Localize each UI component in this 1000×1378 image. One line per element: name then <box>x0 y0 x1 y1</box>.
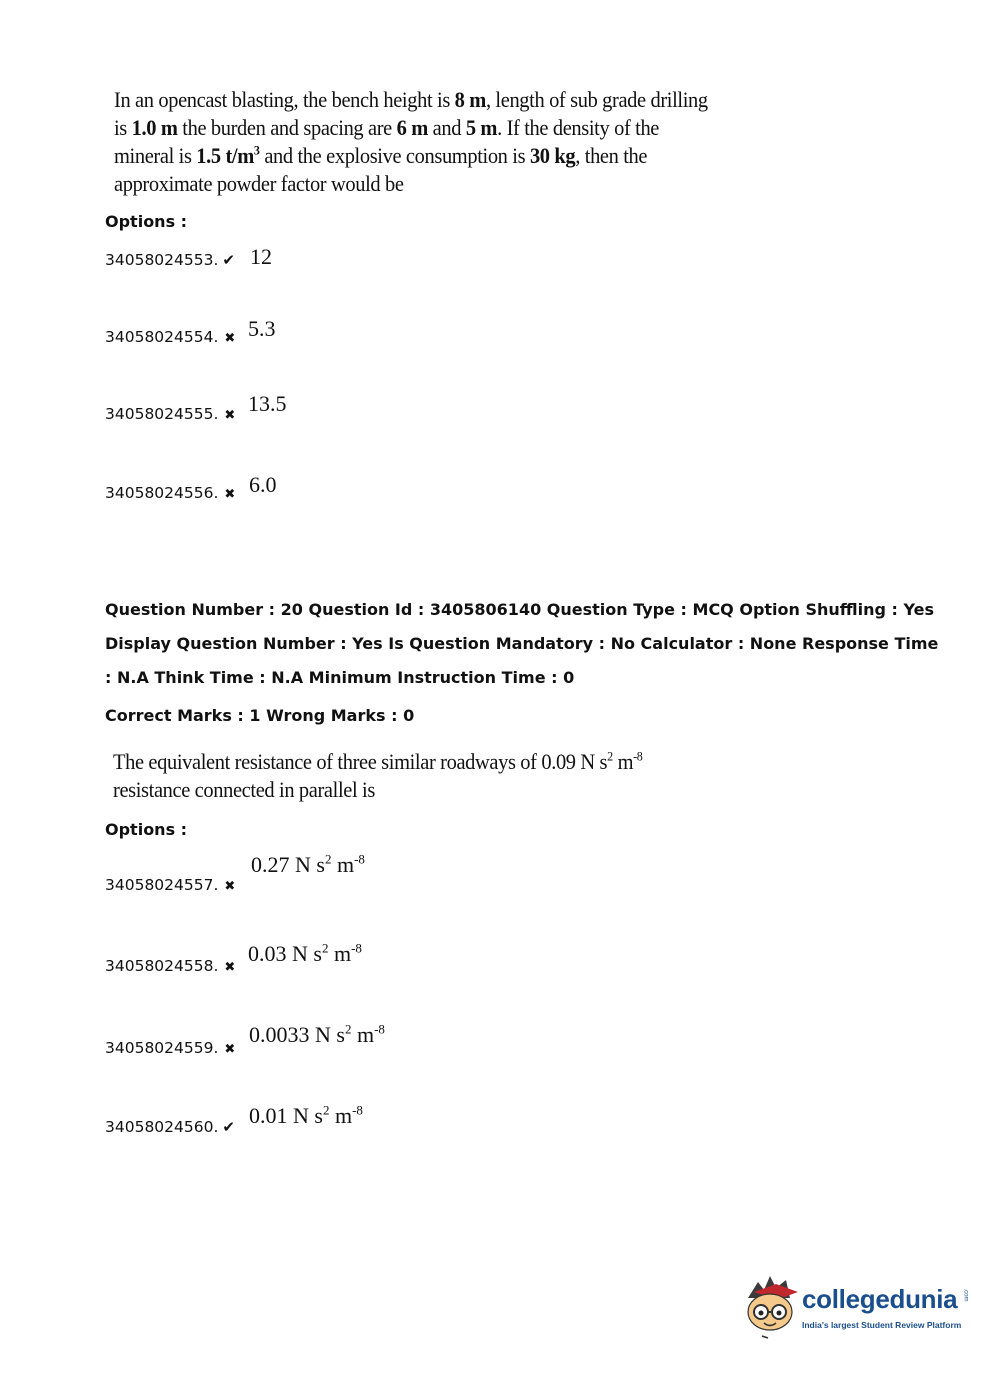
cross-icon: ✖ <box>224 487 236 502</box>
option-id: 34058024559. <box>105 1039 219 1057</box>
option-row[interactable] <box>105 1039 235 1057</box>
option-id: 34058024553. <box>105 251 219 269</box>
option-value: 6.0 <box>249 472 277 497</box>
option-row[interactable] <box>105 957 235 975</box>
option-row[interactable] <box>105 405 235 423</box>
option-value: 13.5 <box>248 391 287 416</box>
option-row[interactable] <box>105 876 235 894</box>
mascot-icon <box>740 1272 800 1342</box>
option-row[interactable] <box>105 484 235 502</box>
option-value: 5.3 <box>248 316 276 341</box>
option-id: 34058024556. <box>105 484 219 502</box>
cross-icon: ✖ <box>224 960 236 975</box>
option-value: 0.01 N $s^2$ $m^{-8}$ <box>249 1102 363 1128</box>
option-value: 12 <box>250 244 272 269</box>
option-id: 34058024558. <box>105 957 219 975</box>
option-value: 0.0033 N $s^2$ $m^{-8}$ <box>249 1021 385 1047</box>
question-20-meta: Question Number : 20 Question Id : 3405806140 Question Type : MCQ Option Shuffling : Yes Display Question Number : Yes Is Question Mandatory : No Calculator : None Response Time : N.A Think Time : N.A Minimum Instruction Time : 0 <box>105 600 939 687</box>
options-label-q19: Options : <box>105 212 188 231</box>
option-id: 34058024554. <box>105 328 219 346</box>
logo-com: .com <box>962 1288 969 1302</box>
option-value: 0.27 N $s^2$ $m^{-8}$ <box>251 851 365 877</box>
question-20-text: The equivalent resistance of three similar roadways of 0.09 N $s^2$ $m^{-8}$ resistance connected in parallel is <box>113 748 643 802</box>
marks-info: Correct Marks : 1 Wrong Marks : 0 <box>105 706 415 725</box>
option-row[interactable] <box>105 251 235 269</box>
option-row[interactable] <box>105 328 235 346</box>
cross-icon: ✖ <box>224 1042 236 1057</box>
cross-icon: ✖ <box>224 331 236 346</box>
logo-wordmark: collegedunia <box>802 1284 958 1314</box>
options-label-q20: Options : <box>105 820 188 839</box>
option-row[interactable] <box>105 1118 235 1136</box>
check-icon: ✔ <box>222 1118 235 1136</box>
check-icon: ✔ <box>222 251 235 269</box>
option-value: 0.03 N $s^2$ $m^{-8}$ <box>248 940 362 966</box>
logo-tagline: India's largest Student Review Platform <box>802 1320 962 1330</box>
option-id: 34058024557. <box>105 876 219 894</box>
cross-icon: ✖ <box>224 879 236 894</box>
cross-icon: ✖ <box>224 408 236 423</box>
option-id: 34058024555. <box>105 405 219 423</box>
question-19-text: In an opencast blasting, the bench height is 8 m, length of sub grade drilling is 1.0 m the burden and spacing are 6 m and 5 m. If the density of the mineral is 1.5 $t/m^3$ and the explosive consumption is 30 kg, then the approximate powder factor would be <box>114 87 708 196</box>
option-id: 34058024560. <box>105 1118 219 1136</box>
collegedunia-logo[interactable] <box>740 1270 970 1350</box>
